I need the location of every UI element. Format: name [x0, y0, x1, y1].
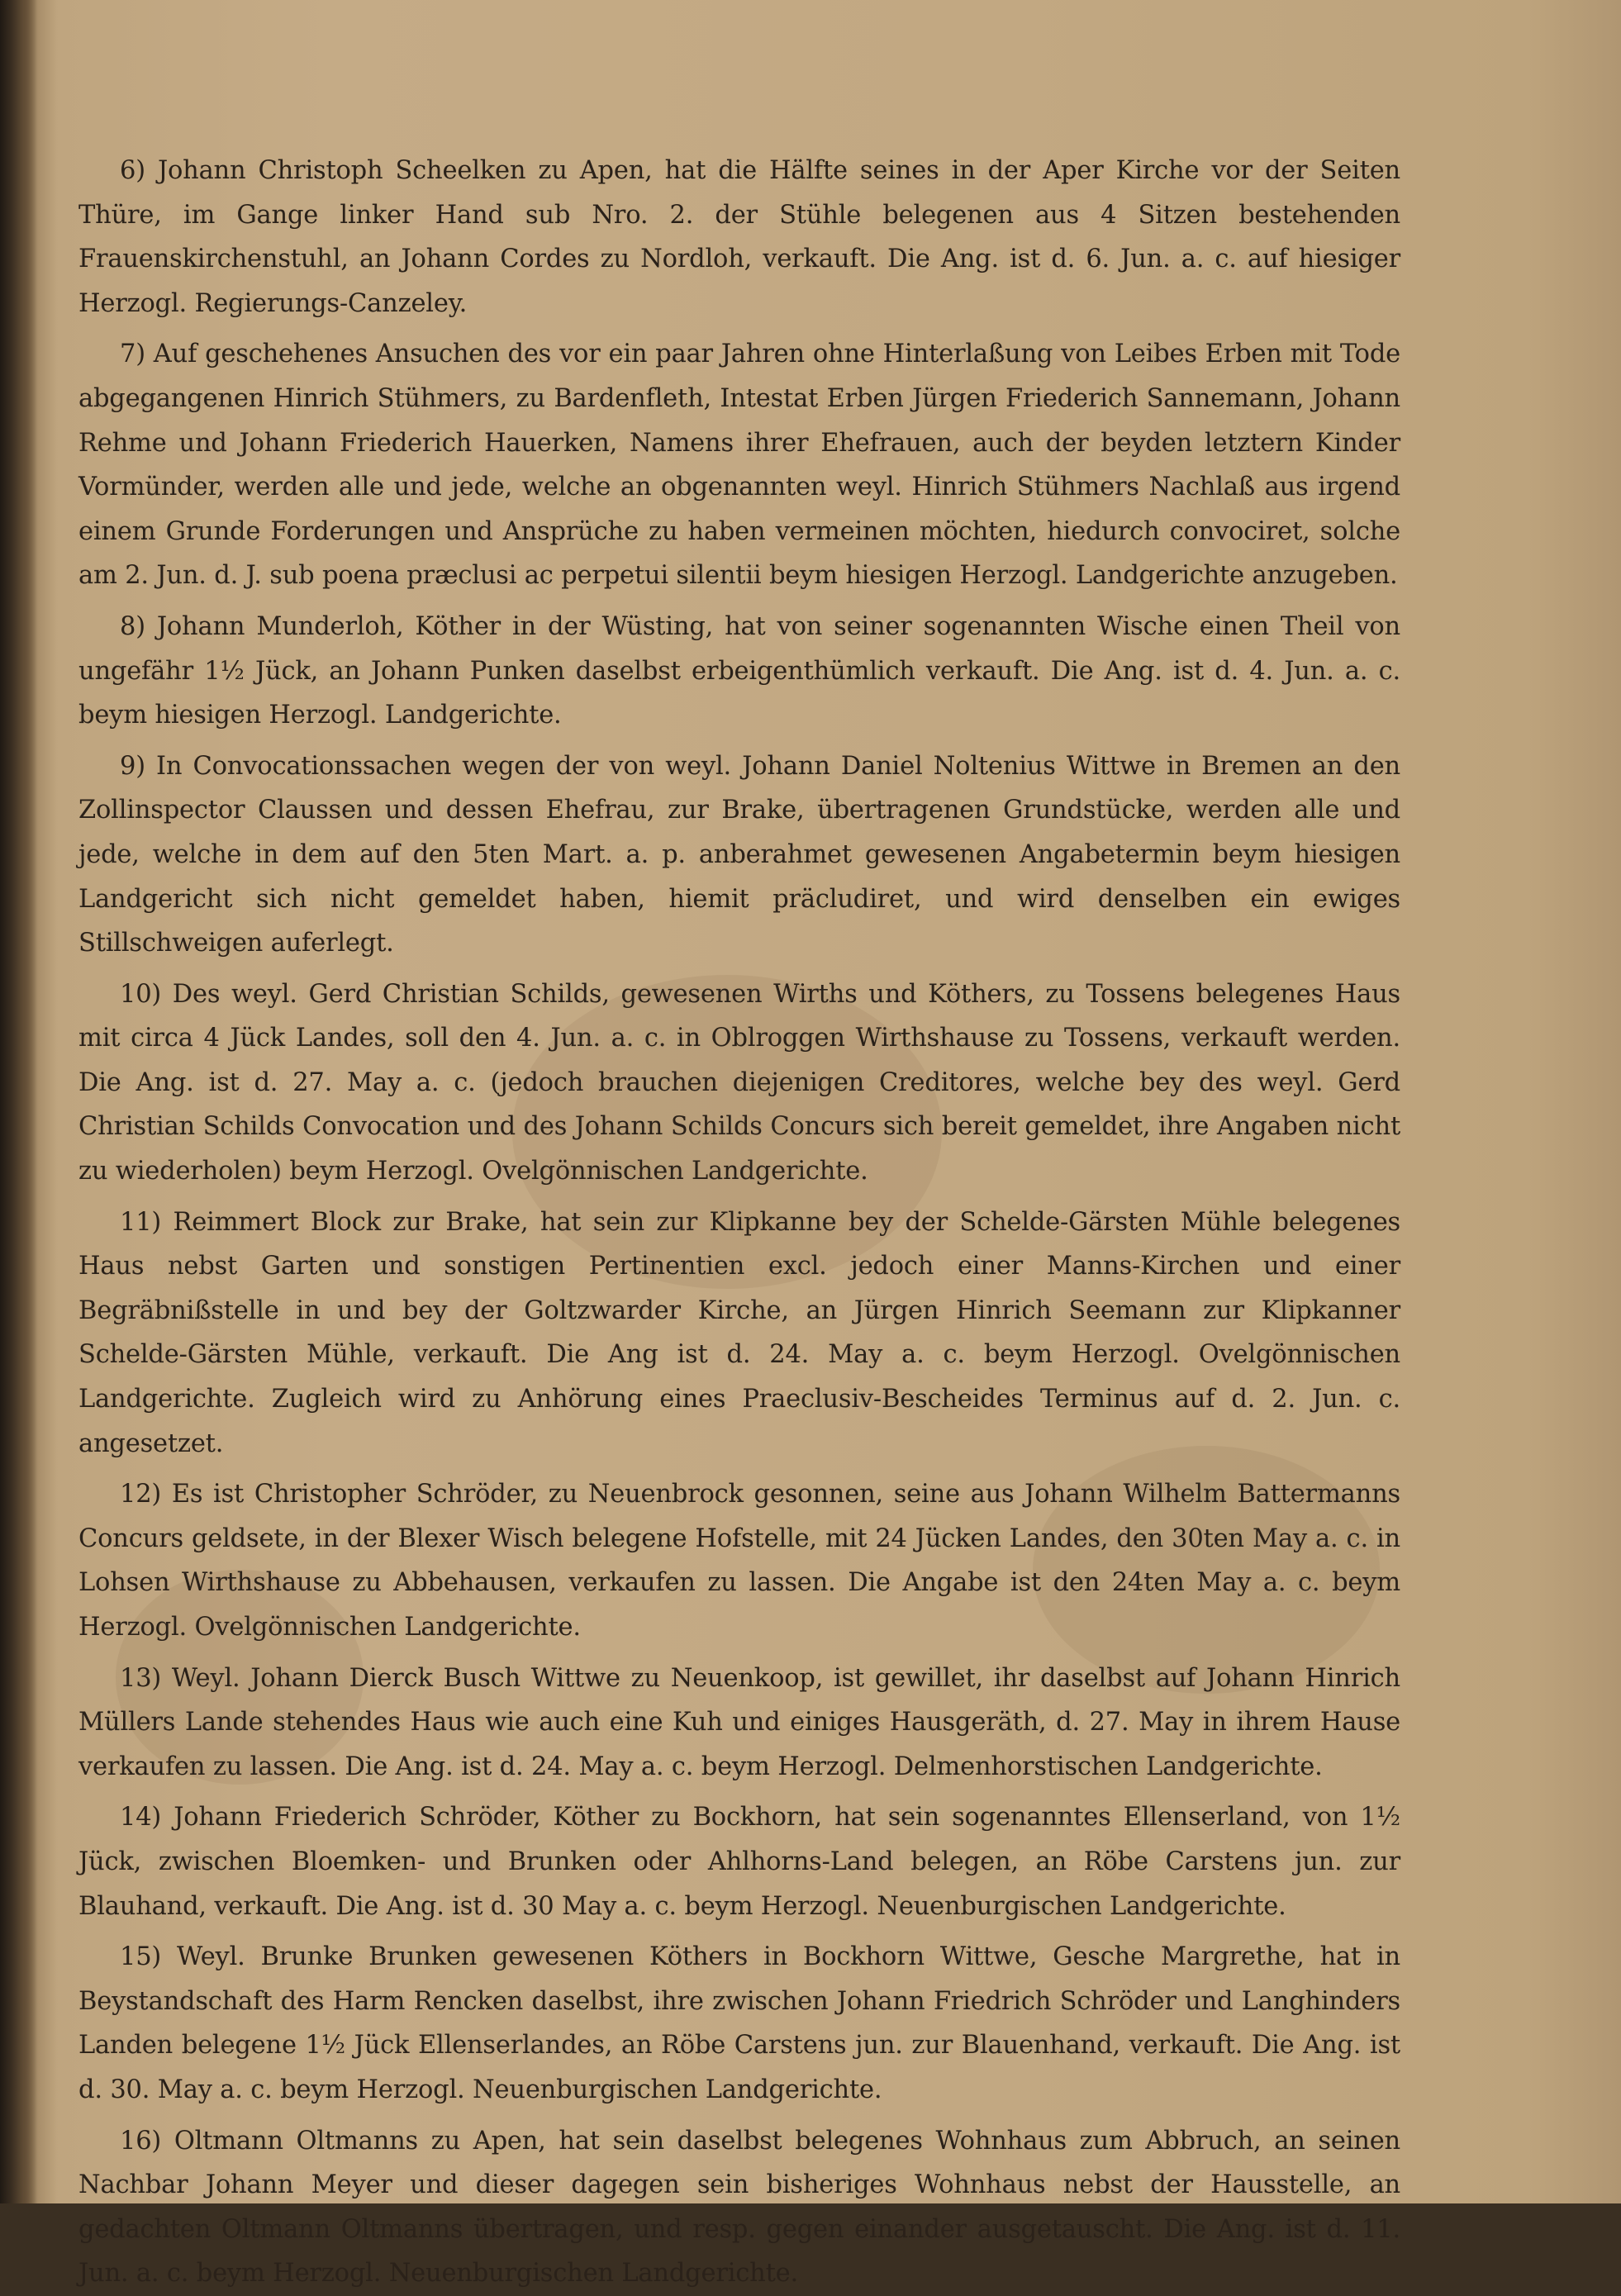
notice-9: 9) In Convocationssachen wegen der von weyl. Johann Daniel Noltenius Wittwe in Bremen an den Zollinspector Claussen und dessen Ehefrau, zur Brake, übertragenen Grundstücke, werden alle und jede, welche in dem auf den 5ten Mart. a. p. anberahmet gewesenen Angabetermin beym hiesigen Landgericht sich nicht gemeldet haben, hiemit präcludiret, und wird denselben ein ewiges Stillschweigen auferlegt.	[78, 751, 1400, 958]
notice-8: 8) Johann Munderloh, Köther in der Wüsting, hat von seiner sogenannten Wische einen Theil von ungefähr 1½ Jück, an Johann Punken daselbst erbeigenthümlich verkauft. Die Ang. ist d. 4. Jun. a. c. beym hiesigen Herzogl. Landgerichte.	[78, 611, 1400, 730]
notice-12: 12) Es ist Christopher Schröder, zu Neuenbrock gesonnen, seine aus Johann Wilhelm Battermanns Concurs geldsete, in der Blexer Wisch belegene Hofstelle, mit 24 Jücken Landes, den 30ten May a. c. in Lohsen Wirthshause zu Abbehausen, verkaufen zu lassen. Die Angabe ist den 24ten May a. c. beym Herzogl. Ovelgönnischen Landgerichte.	[78, 1480, 1400, 1642]
notice-6: 6) Johann Christoph Scheelken zu Apen, hat die Hälfte seines in der Aper Kirche vor der Seiten Thüre, im Gange linker Hand sub Nro. 2. der Stühle belegenen aus 4 Sitzen bestehenden Frauenskirchenstuhl, an Johann Cordes zu Nordloh, verkauft. Die Ang. ist d. 6. Jun. a. c. auf hiesiger Herzogl. Regierungs-Canzeley.	[78, 156, 1400, 318]
notices-column	[78, 149, 1400, 2289]
notice-13: 13) Weyl. Johann Dierck Busch Wittwe zu Neuenkoop, ist gewillet, ihr daselbst auf Johann Hinrich Müllers Lande stehendes Haus wie auch eine Kuh und einiges Hausgeräth, d. 27. May in ihrem Hause verkaufen zu lassen. Die Ang. ist d. 24. May a. c. beym Herzogl. Delmenhorstischen Landgerichte.	[78, 1663, 1400, 1781]
notice-14: 14) Johann Friederich Schröder, Köther zu Bockhorn, hat sein sogenanntes Ellenserland, von 1½ Jück, zwischen Bloemken- und Brunken oder Ahlhorns-Land belegen, an Röbe Carstens jun. zur Blauhand, verkauft. Die Ang. ist d. 30 May a. c. beym Herzogl. Neuenburgischen Landgerichte.	[78, 1803, 1400, 1921]
book-gutter	[0, 0, 38, 2203]
notice-10: 10) Des weyl. Gerd Christian Schilds, gewesenen Wirths und Köthers, zu Tossens belegenes Haus mit circa 4 Jück Landes, soll den 4. Jun. a. c. in Oblroggen Wirthshause zu Tossens, verkauft werden. Die Ang. ist d. 27. May a. c. (jedoch brauchen diejenigen Creditores, welche bey des weyl. Gerd Christian Schilds Convocation und des Johann Schilds Concurs sich bereit gemeldet, ihre Angaben nicht zu wiederholen) beym Herzogl. Ovelgönnischen Landgerichte.	[78, 979, 1400, 1186]
notice-7: 7) Auf geschehenes Ansuchen des vor ein paar Jahren ohne Hinterlaßung von Leibes Erben mit Tode abgegangenen Hinrich Stühmers, zu Bardenfleth, Intestat Erben Jürgen Friederich Sannemann, Johann Rehme und Johann Friederich Hauerken, Namens ihrer Ehefrauen, auch der beyden letztern Kinder Vormünder, werden alle und jede, welche an obgenannten weyl. Hinrich Stühmers Nachlaß aus irgend einem Grunde Forderungen und Ansprüche zu haben vermeinen möchten, hiedurch convociret, solche am 2. Jun. d. J. sub poena præclusi ac perpetui silentii beym hiesigen Herzogl. Landgerichte anzugeben.	[78, 340, 1400, 591]
notice-11: 11) Reimmert Block zur Brake, hat sein zur Klipkanne bey der Schelde-Gärsten Mühle belegenes Haus nebst Garten und sonstigen Pertinentien excl. jedoch einer Manns-Kirchen und einer Begräbnißstelle in und bey der Goltzwarder Kirche, an Jürgen Hinrich Seemann zur Klipkanner Schelde-Gärsten Mühle, verkauft. Die Ang ist d. 24. May a. c. beym Herzogl. Ovelgönnischen Landgerichte. Zugleich wird zu Anhörung eines Praeclusiv-Bescheides Terminus auf d. 2. Jun. c. angesetzet.	[78, 1207, 1400, 1458]
notice-15: 15) Weyl. Brunke Brunken gewesenen Köthers in Bockhorn Wittwe, Gesche Margrethe, hat in Beystandschaft des Harm Rencken daselbst, ihre zwischen Johann Friedrich Schröder und Langhinders Landen belegene 1½ Jück Ellenserlandes, an Röbe Carstens jun. zur Blauenhand, verkauft. Die Ang. ist d. 30. May a. c. beym Herzogl. Neuenburgischen Landgerichte.	[78, 1942, 1400, 2104]
notice-16: 16) Oltmann Oltmanns zu Apen, hat sein daselbst belegenes Wohnhaus zum Abbruch, an seinen Nachbar Johann Meyer und dieser dagegen sein bisheriges Wohnhaus nebst der Hausstelle, an gedachten Oltmann Oltmanns übertragen, und resp. gegen einander ausgetauscht. Die Ang. ist d. 11. Jun. a. c. beym Herzogl. Neuenburgischen Landgerichte.	[78, 2126, 1400, 2289]
